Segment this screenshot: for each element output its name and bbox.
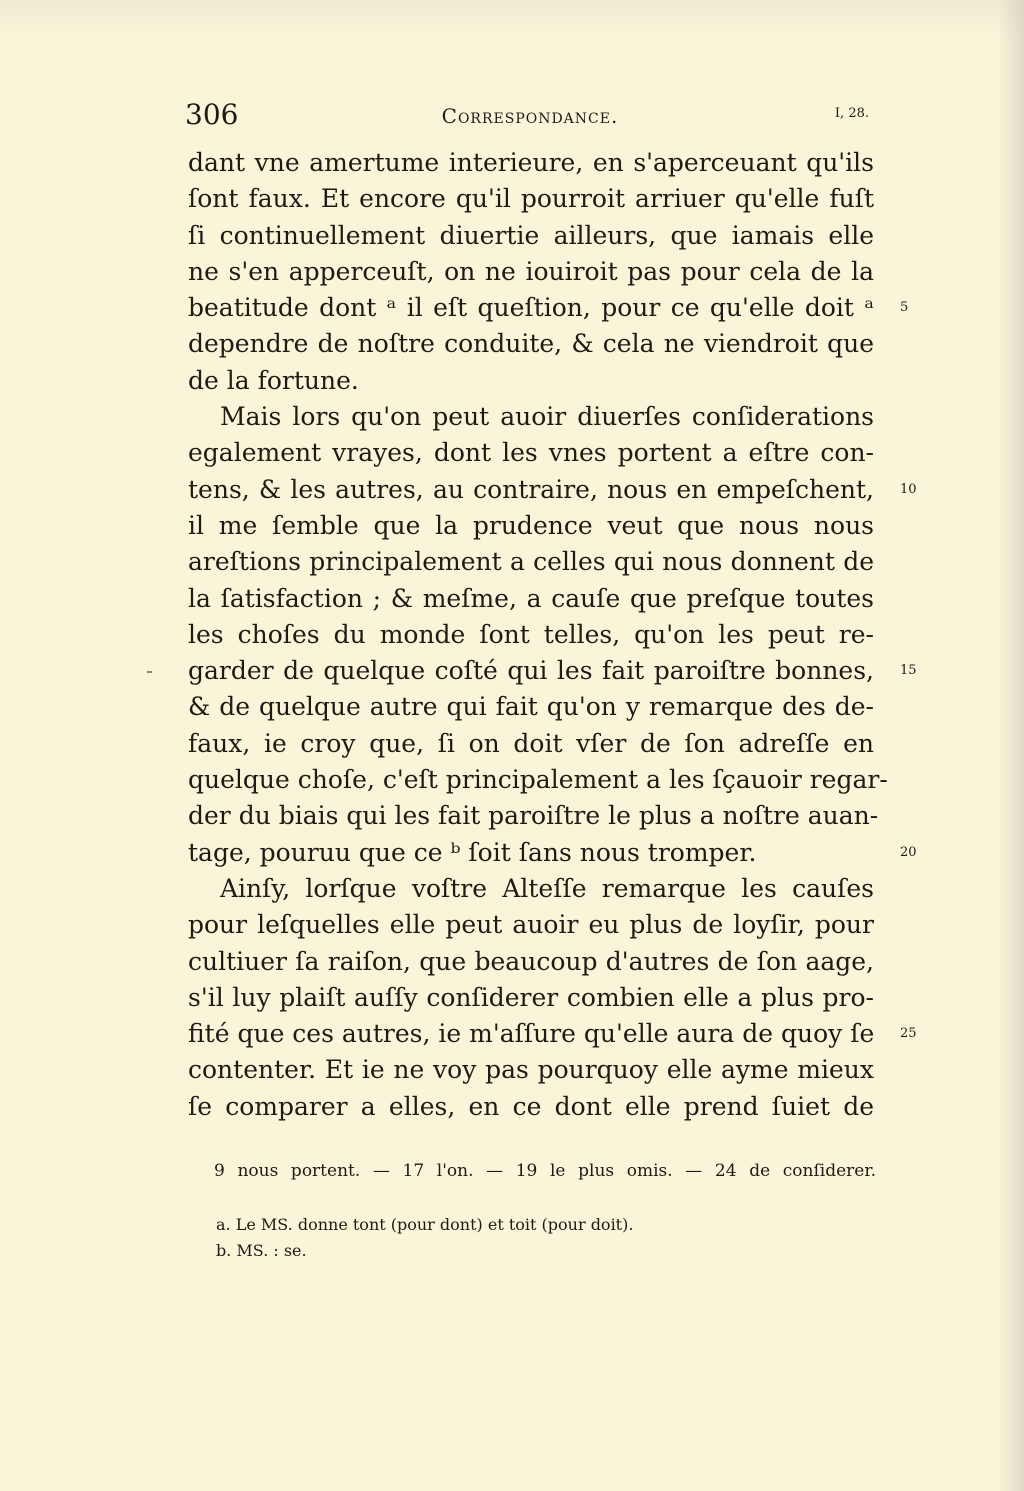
running-head-title: Correspondance. [441, 104, 619, 128]
line-number: 15 [900, 663, 917, 678]
text-line: tens, & les autres, au contraire, nous en empeſchent, [188, 474, 874, 504]
text-line: ſe comparer a elles, en ce dont elle prend ſuiet de [188, 1091, 874, 1121]
variant-readings: 9 nous portent. — 17 l'on. — 19 le plus omis. — 24 de conſiderer. [214, 1161, 876, 1181]
page-top-shadow [0, 0, 1024, 40]
text-line: il me ſemble que la prudence veut que nous nous [188, 510, 874, 540]
text-line: les choſes du monde ſont telles, qu'on les peut re- [188, 619, 874, 649]
line-number: 10 [900, 482, 917, 497]
text-line: la ſatisfaction ; & meſme, a cauſe que preſque toutes [188, 583, 874, 613]
line-number: 5 [900, 300, 909, 315]
text-line: quelque choſe, c'eſt principalement a les ſçauoir regar- [188, 765, 888, 795]
text-line: & de quelque autre qui fait qu'on y remarque des de- [188, 692, 874, 722]
text-line: de la fortune. [188, 365, 359, 395]
line-number: 20 [900, 845, 917, 860]
text-line: cultiuer ſa raiſon, que beaucoup d'autres de ſon aage, [188, 946, 874, 976]
text-line: pour leſquelles elle peut auoir eu plus de loyſir, pour [188, 910, 874, 940]
text-line: dant vne amertume interieure, en s'aperceuant qu'ils [188, 148, 874, 177]
text-line: s'il luy plaiſt auſſy conſiderer combien elle a plus pro- [188, 982, 874, 1012]
text-line: ſi continuellement diuertie ailleurs, que iamais elle [188, 220, 874, 250]
text-line: beatitude dont ᵃ il eſt queſtion, pour ce qu'elle doit ᵃ [188, 293, 874, 323]
text-line: der du biais qui les fait paroiſtre le plus a noſtre auan- [188, 801, 879, 831]
letter-reference: I, 28. [834, 106, 869, 121]
text-line: dependre de noſtre conduite, & cela ne viendroit que [188, 329, 874, 359]
line-number: 25 [900, 1026, 917, 1041]
page-number: 306 [185, 98, 239, 131]
text-line: ſont faux. Et encore qu'il pourroit arriuer qu'elle fuſt [188, 184, 874, 214]
letter-body-text [188, 145, 888, 1125]
text-line: Mais lors qu'on peut auoir diuerſes conſiderations [220, 402, 874, 432]
page-edge-shadow [998, 0, 1024, 1491]
text-line: ne s'en apperceuſt, on ne iouiroit pas pour cela de la [188, 256, 874, 286]
text-line: fité que ces autres, ie m'aſſure qu'elle aura de quoy ſe [188, 1019, 875, 1049]
text-line: Ainſy, lorſque voſtre Alteſſe remarque les cauſes [220, 873, 874, 903]
margin-mark [147, 671, 152, 673]
text-line: egalement vrayes, dont les vnes portent a eſtre con- [188, 438, 874, 468]
text-line: tage, pouruu que ce ᵇ ſoit ſans nous tromper. [188, 837, 757, 867]
footnote-a: a. Le MS. donne tont (pour dont) et toit (pour doit). [216, 1215, 634, 1234]
running-head [185, 98, 875, 132]
text-line: contenter. Et ie ne voy pas pourquoy elle ayme mieux [188, 1055, 874, 1085]
text-line: areſtions principalement a celles qui nous donnent de [188, 547, 874, 577]
text-line: garder de quelque coſté qui les fait paroiſtre bonnes, [188, 656, 874, 686]
text-line: faux, ie croy que, ſi on doit vſer de ſon adreſſe en [188, 728, 874, 758]
footnote-b: b. MS. : se. [216, 1241, 307, 1260]
